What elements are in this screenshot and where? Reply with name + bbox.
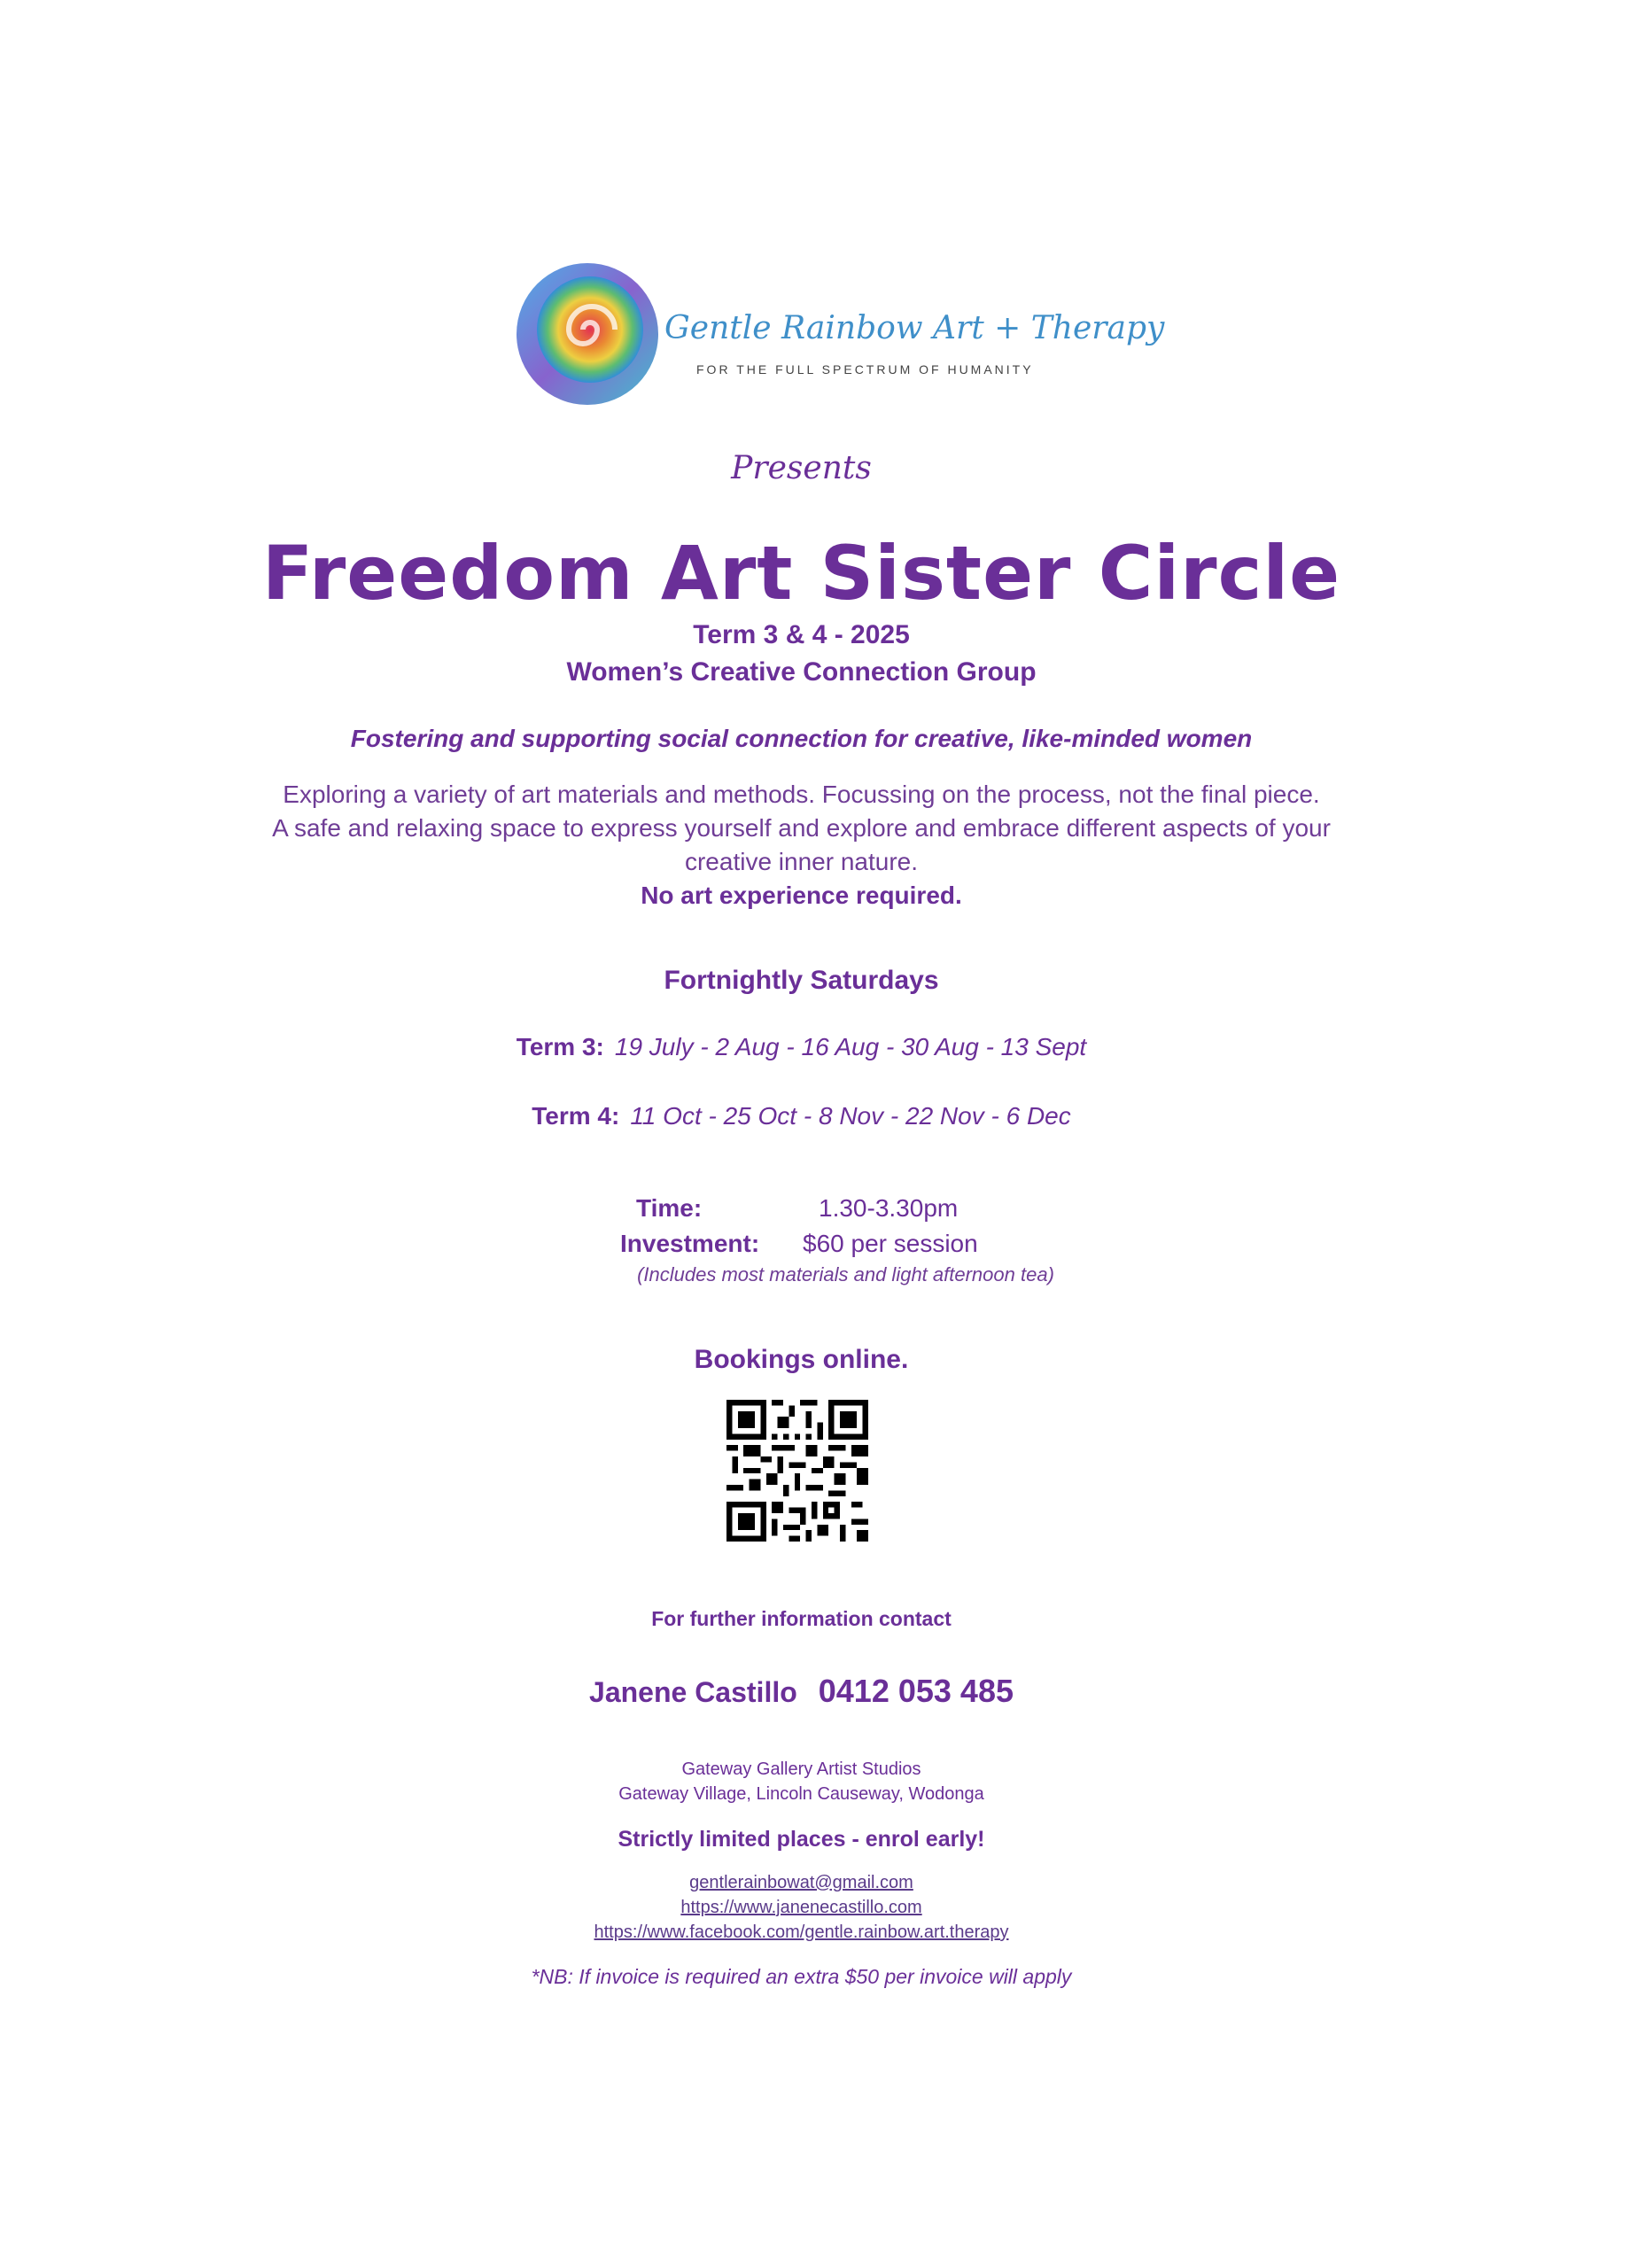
address-line-2: Gateway Village, Lincoln Causeway, Wodonga [618,1784,984,1804]
contact-phone[interactable]: 0412 053 485 [818,1673,1014,1709]
intro-line-1: Exploring a variety of art materials and methods. Focussing on the process, not the final piece. [283,781,1320,808]
address-line-1: Gateway Gallery Artist Studios [681,1759,921,1779]
website-link[interactable]: https://www.janenecastillo.com [680,1898,922,1917]
further-info-text: For further information contact [651,1607,952,1630]
intro-line-2: A safe and relaxing space to express yourself and explore and embrace different aspects of your [272,814,1331,842]
term4-label: Term 4: [532,1102,620,1130]
presents-text: Presents [731,450,872,486]
intro-line-3: creative inner nature. [684,848,919,875]
subtitle-group: Women’s Creative Connection Group [566,657,1037,687]
term4-dates: 11 Oct - 25 Oct - 8 Nov - 22 Nov - 6 Dec [630,1102,1071,1130]
subtitle-term: Term 3 & 4 - 2025 [693,620,910,649]
qr-code-icon[interactable] [726,1400,868,1542]
brand-logo [503,241,1165,427]
contact-name: Janene Castillo [589,1676,797,1708]
term4-schedule [0,1102,1603,1130]
bookings-heading: Bookings online. [694,1345,909,1374]
brand-tagline: FOR THE FULL SPECTRUM OF HUMANITY [696,362,1034,377]
time-value: 1.30-3.30pm [819,1194,959,1222]
investment-note: (Includes most materials and light afternoon tea) [637,1263,1054,1285]
intro-tagline: Fostering and supporting social connection for creative, like-minded women [350,725,1253,752]
brand-name: Gentle Rainbow Art + Therapy [664,310,1165,346]
time-label: Time: [636,1194,703,1222]
term3-schedule [0,1033,1603,1061]
qr-code-graphic [726,1400,868,1542]
schedule-heading: Fortnightly Saturdays [664,966,939,995]
limited-places-note: Strictly limited places - enrol early! [618,1827,985,1852]
term3-label: Term 3: [516,1033,604,1060]
page-title: Freedom Art Sister Circle [261,530,1341,617]
watercolor-spiral-icon [503,241,1165,427]
no-experience-note: No art experience required. [641,882,962,909]
term3-dates: 19 July - 2 Aug - 16 Aug - 30 Aug - 13 Sept [614,1033,1087,1060]
email-link[interactable]: gentlerainbowat@gmail.com [689,1873,913,1892]
invoice-note: *NB: If invoice is required an extra $50 per invoice will apply [531,1965,1072,1988]
contact-line [0,1673,1603,1710]
intro-description [0,778,1603,913]
investment-label: Investment: [620,1230,760,1257]
investment-value: $60 per session [803,1230,978,1257]
facebook-link[interactable]: https://www.facebook.com/gentle.rainbow.art.therapy [594,1922,1009,1942]
